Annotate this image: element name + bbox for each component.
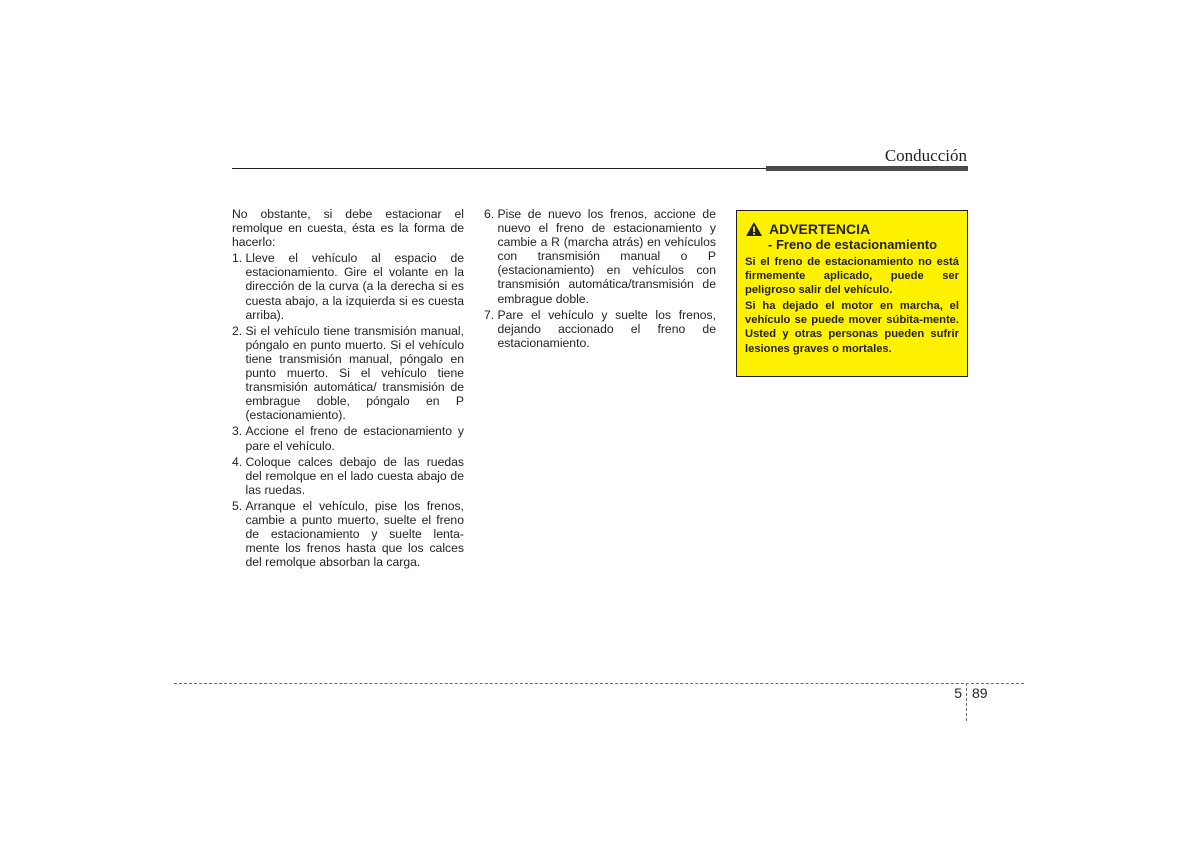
footer-divider bbox=[966, 683, 967, 721]
text-column-2 bbox=[484, 207, 716, 350]
list-item bbox=[484, 308, 716, 350]
section-title: Conducción bbox=[884, 146, 967, 165]
step-text: Pise de nuevo los frenos, accione de nuevo el freno de estacionamiento y cambie a R (marcha atrás) en vehículos con transmisión manual o P (estacionamiento) en vehículos con transmisión automática/transmisión de embrague doble. bbox=[497, 207, 716, 306]
warning-triangle-icon bbox=[745, 221, 763, 237]
list-item bbox=[232, 324, 464, 423]
page-number: 89 bbox=[972, 685, 988, 701]
text-column-1 bbox=[232, 207, 464, 569]
step-text: Arranque el vehículo, pise los frenos, cambie a punto muerto, suelte el freno de estacionamiento y suelte lenta-mente los frenos hasta que los calces del remolque absorban la carga. bbox=[245, 498, 464, 570]
step-text: Pare el vehículo y suelte los frenos, dejando accionado el freno de estacionamiento. bbox=[497, 307, 716, 350]
warning-paragraph: Si ha dejado el motor en marcha, el vehículo se puede mover súbita-mente. Usted y otras personas pueden sufrir lesiones graves o mortales. bbox=[745, 300, 959, 355]
footer-rule bbox=[174, 683, 1024, 684]
warning-body bbox=[745, 255, 959, 356]
list-item bbox=[484, 207, 716, 306]
step-number: 5. bbox=[232, 498, 243, 513]
step-text: Accione el freno de estacionamiento y pare el vehículo. bbox=[245, 424, 464, 453]
step-text: Coloque calces debajo de las ruedas del remolque en el lado cuesta abajo de las ruedas. bbox=[245, 454, 464, 497]
step-number: 3. bbox=[232, 424, 243, 439]
warning-header bbox=[745, 221, 959, 237]
warning-box bbox=[736, 210, 968, 377]
list-item bbox=[232, 499, 464, 569]
warning-subtitle: - Freno de estacionamiento bbox=[768, 237, 938, 252]
warning-paragraph: Si el freno de estacionamiento no está firmemente aplicado, puede ser peligroso salir del vehículo. bbox=[745, 256, 959, 297]
step-text: Lleve el vehículo al espacio de estacionamiento. Gire el volante en la dirección de la curva (a la derecha si es cuesta abajo, a la izquierda si es cuesta arriba). bbox=[245, 251, 464, 322]
steps-list-2 bbox=[484, 207, 716, 350]
intro-paragraph: No obstante, si debe estacionar el remolque en cuesta, ésta es la forma de hacerlo: bbox=[232, 207, 464, 250]
list-item bbox=[232, 455, 464, 497]
list-item bbox=[232, 251, 464, 321]
steps-list-1 bbox=[232, 251, 464, 569]
step-number: 6. bbox=[484, 207, 495, 221]
step-number: 4. bbox=[232, 454, 243, 469]
step-number: 7. bbox=[484, 307, 495, 322]
step-number: 1. bbox=[232, 251, 243, 266]
step-number: 2. bbox=[232, 323, 243, 338]
header-rule-thin bbox=[232, 168, 767, 169]
list-item bbox=[232, 424, 464, 452]
warning-title: ADVERTENCIA bbox=[769, 221, 871, 237]
chapter-number: 5 bbox=[954, 685, 962, 701]
step-text: Si el vehículo tiene transmisión manual, póngalo en punto muerto. Si el vehículo tiene transmisión manual, póngalo en punto muerto. Si el vehículo tiene transmisión automática/ transmisión de embrague doble, póngalo en P (estacionamiento). bbox=[245, 323, 464, 423]
header-rule-thick bbox=[766, 166, 968, 171]
